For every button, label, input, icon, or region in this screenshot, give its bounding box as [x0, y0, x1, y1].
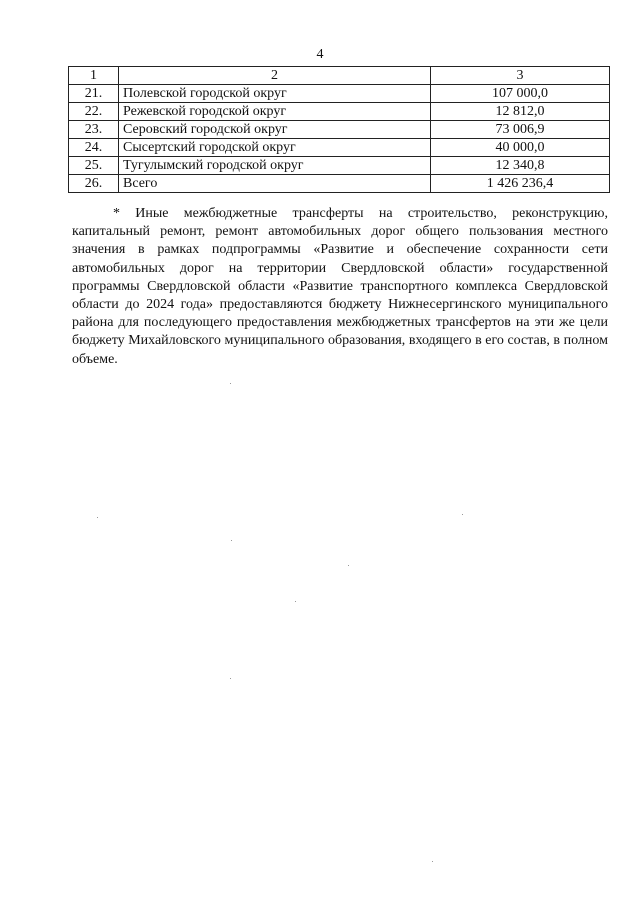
municipality-name: Тугулымский городской округ — [119, 157, 431, 175]
scan-speck — [97, 517, 98, 518]
table-row-total — [69, 175, 610, 193]
column-header-3: 3 — [431, 67, 610, 85]
municipality-name: Режевской городской округ — [119, 103, 431, 121]
scan-speck — [295, 601, 296, 602]
scan-speck — [348, 565, 349, 566]
column-header-1: 1 — [69, 67, 119, 85]
row-number: 25. — [69, 157, 119, 175]
scan-speck — [230, 678, 231, 679]
table-row — [69, 85, 610, 103]
row-number: 22. — [69, 103, 119, 121]
column-header-2: 2 — [119, 67, 431, 85]
row-number: 24. — [69, 139, 119, 157]
scan-speck — [432, 861, 433, 862]
table-row — [69, 157, 610, 175]
row-number: 21. — [69, 85, 119, 103]
table-row — [69, 103, 610, 121]
page-number: 4 — [316, 47, 324, 62]
municipality-name: Всего — [119, 175, 431, 193]
table-row — [69, 139, 610, 157]
scan-speck — [230, 383, 231, 384]
amount-value: 12 812,0 — [431, 103, 610, 121]
municipality-name: Сысертский городской округ — [119, 139, 431, 157]
amount-value: 73 006,9 — [431, 121, 610, 139]
amount-value: 107 000,0 — [431, 85, 610, 103]
allocation-table — [68, 66, 610, 193]
row-number: 23. — [69, 121, 119, 139]
scan-speck — [231, 540, 232, 541]
scan-speck — [462, 514, 463, 515]
amount-value: 40 000,0 — [431, 139, 610, 157]
amount-value: 12 340,8 — [431, 157, 610, 175]
amount-value: 1 426 236,4 — [431, 175, 610, 193]
row-number: 26. — [69, 175, 119, 193]
table-header-row — [69, 67, 610, 85]
footnote: * Иные межбюджетные трансферты на строительство, реконструкцию, капитальный ремонт, ремонт автомобильных дорог общего пользования местного значения в рамках подпрограммы «Развитие и обеспечение сохранности сети автомобильных дорог на территории Свердловской области» государственной программы Свердловской области «Развитие транспортного комплекса Свердловской области до 2024 года» предоставляются бюджету Нижнесергинского муниципального района для последующего предоставления межбюджетных трансфертов на эти же цели бюджету Михайловского муниципального образования, входящего в его состав, в полном объеме. — [72, 206, 608, 367]
table-row — [69, 121, 610, 139]
municipality-name: Полевской городской округ — [119, 85, 431, 103]
municipality-name: Серовский городской округ — [119, 121, 431, 139]
